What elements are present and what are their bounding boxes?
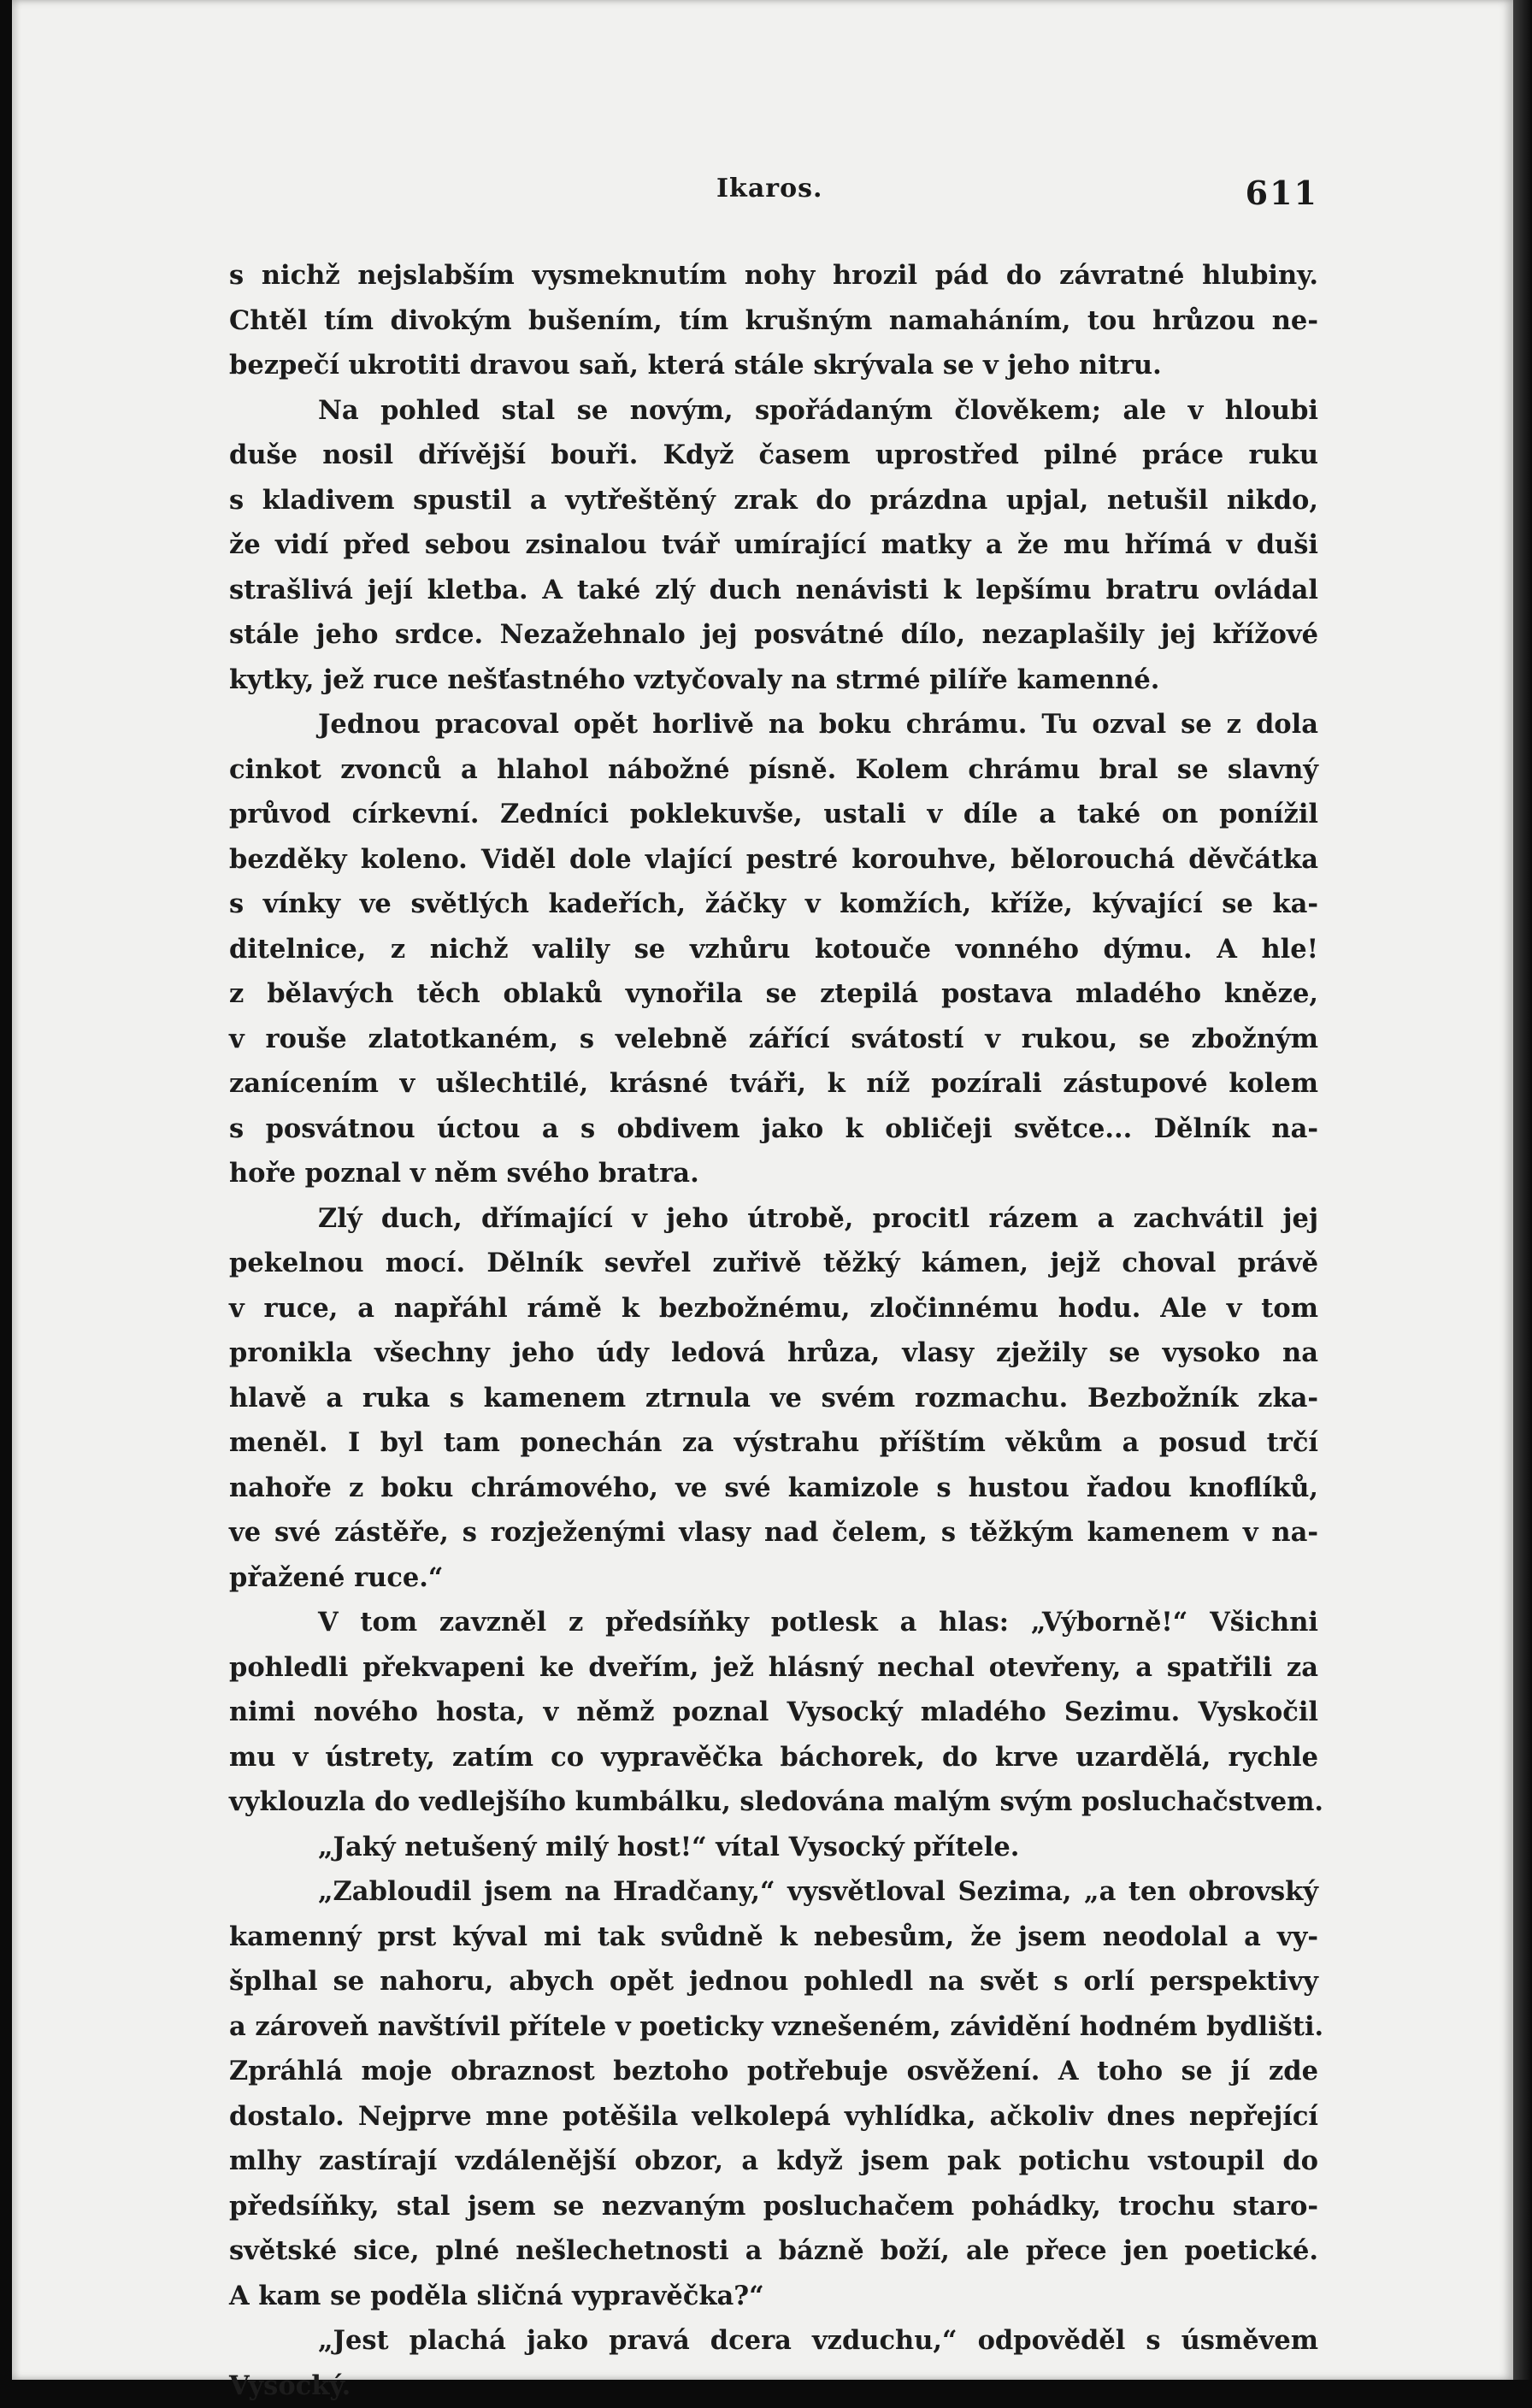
text-line: ditelnice, z nichž valily se vzhůru kotouče vonného dýmu. A hle! [229,927,1318,972]
text-line: nahoře z boku chrámového, ve své kamizole s hustou řadou knoflíků, [229,1466,1318,1511]
body-text [229,253,1318,2408]
text-line: bezpečí ukrotiti dravou saň, která stále skrývala se v jeho nitru. [229,343,1318,388]
text-line: Na pohled stal se novým, spořádaným člověkem; ale v hloubi [229,388,1318,434]
text-line: předsíňky, stal jsem se nezvaným posluchačem pohádky, trochu staro- [229,2184,1318,2229]
text-line: pronikla všechny jeho údy ledová hrůza, vlasy zježily se vysoko na [229,1331,1318,1376]
text-line: s posvátnou úctou a s obdivem jako k obličeji světce... Dělník na- [229,1107,1318,1152]
book-page [12,0,1513,2380]
text-line: kytky, jež ruce nešťastného vztyčovaly na strmé pilíře kamenné. [229,658,1318,703]
text-line: A kam se poděla sličná vypravěčka?“ [229,2274,1318,2319]
text-line: pekelnou mocí. Dělník sevřel zuřivě těžký kámen, jejž choval právě [229,1241,1318,1286]
text-line: meněl. I byl tam ponechán za výstrahu příštím věkům a posud trčí [229,1420,1318,1466]
text-line: „Zabloudil jsem na Hradčany,“ vysvětloval Sezima, „a ten obrovský [229,1869,1318,1915]
text-line: z bělavých těch oblaků vynořila se ztepilá postava mladého kněze, [229,971,1318,1017]
text-line: Jednou pracoval opět horlivě na boku chrámu. Tu ozval se z dola [229,702,1318,747]
text-line: hlavě a ruka s kamenem ztrnula ve svém rozmachu. Bezbožník zka- [229,1376,1318,1421]
text-line: strašlivá její kletba. A také zlý duch nenávisti k lepšímu bratru ovládal [229,568,1318,613]
text-line: mu v ústrety, zatím co vypravěčka báchorek, do krve uzardělá, rychle [229,1735,1318,1780]
text-line: cinkot zvonců a hlahol nábožné písně. Kolem chrámu bral se slavný [229,747,1318,793]
text-line: šplhal se nahoru, abych opět jednou pohledl na svět s orlí perspektivy [229,1959,1318,2004]
text-line: Zlý duch, dřímající v jeho útrobě, procitl rázem a zachvátil jej [229,1196,1318,1242]
text-line: Chtěl tím divokým bušením, tím krušným namaháním, tou hrůzou ne- [229,298,1318,344]
text-line: Zpráhlá moje obraznost beztoho potřebuje osvěžení. A toho se jí zde [229,2049,1318,2094]
text-line: vyklouzla do vedlejšího kumbálku, sledována malým svým posluchačstvem. [229,1779,1318,1825]
text-line: bezděky koleno. Viděl dole vlající pestré korouhve, bělorouchá děvčátka [229,837,1318,882]
text-line: Vysocký. [229,2364,1318,2408]
text-line: kamenný prst kýval mi tak svůdně k nebesům, že jsem neodolal a vy- [229,1915,1318,1960]
text-line: že vidí před sebou zsinalou tvář umírající matky a že mu hřímá v duši [229,522,1318,568]
text-line: a zároveň navštívil přítele v poeticky vznešeném, závidění hodném bydlišti. [229,2004,1318,2050]
page-number: 611 [1246,174,1318,212]
text-line: zanícením v ušlechtilé, krásné tváři, k níž pozírali zástupové kolem [229,1061,1318,1107]
text-line: „Jest plachá jako pravá dcera vzduchu,“ odpověděl s úsměvem [229,2318,1318,2364]
text-line: mlhy zastírají vzdálenější obzor, a když jsem pak potichu vstoupil do [229,2139,1318,2184]
text-line: nimi nového hosta, v němž poznal Vysocký mladého Sezimu. Vyskočil [229,1690,1318,1735]
book-edge-shadow [1513,0,1532,2380]
text-line: pohledli překvapeni ke dveřím, jež hlásný nechal otevřeny, a spatřili za [229,1645,1318,1691]
text-line: V tom zavzněl z předsíňky potlesk a hlas: „Výborně!“ Všichni [229,1600,1318,1645]
text-line: „Jaký netušený milý host!“ vítal Vysocký přítele. [229,1825,1318,1870]
text-line: s nichž nejslabším vysmeknutím nohy hrozil pád do závratné hlubiny. [229,253,1318,298]
text-line: dostalo. Nejprve mne potěšila velkolepá vyhlídka, ačkoliv dnes nepřející [229,2094,1318,2139]
running-title: Ikaros. [716,174,822,204]
text-line: hoře poznal v něm svého bratra. [229,1151,1318,1196]
text-line: přažené ruce.“ [229,1555,1318,1601]
text-line: v ruce, a napřáhl rámě k bezbožnému, zločinnému hodu. Ale v tom [229,1286,1318,1331]
text-line: stále jeho srdce. Nezažehnalo jej posvátné dílo, nezaplašily jej křížové [229,612,1318,658]
text-line: v rouše zlatotkaném, s velebně zářící svátostí v rukou, se zbožným [229,1017,1318,1062]
page-header [229,174,1318,216]
text-line: ve své zástěře, s rozježenými vlasy nad čelem, s těžkým kamenem v na- [229,1510,1318,1555]
text-line: světské sice, plné nešlechetnosti a bázně boží, ale přece jen poetické. [229,2228,1318,2274]
text-line: duše nosil dřívější bouři. Když časem uprostřed pilné práce ruku [229,433,1318,478]
text-line: s kladivem spustil a vytřeštěný zrak do prázdna upjal, netušil nikdo, [229,478,1318,523]
text-line: s vínky ve světlých kadeřích, žáčky v komžích, kříže, kývající se ka- [229,882,1318,927]
text-line: průvod církevní. Zedníci poklekuvše, ustali v díle a také on ponížil [229,792,1318,837]
